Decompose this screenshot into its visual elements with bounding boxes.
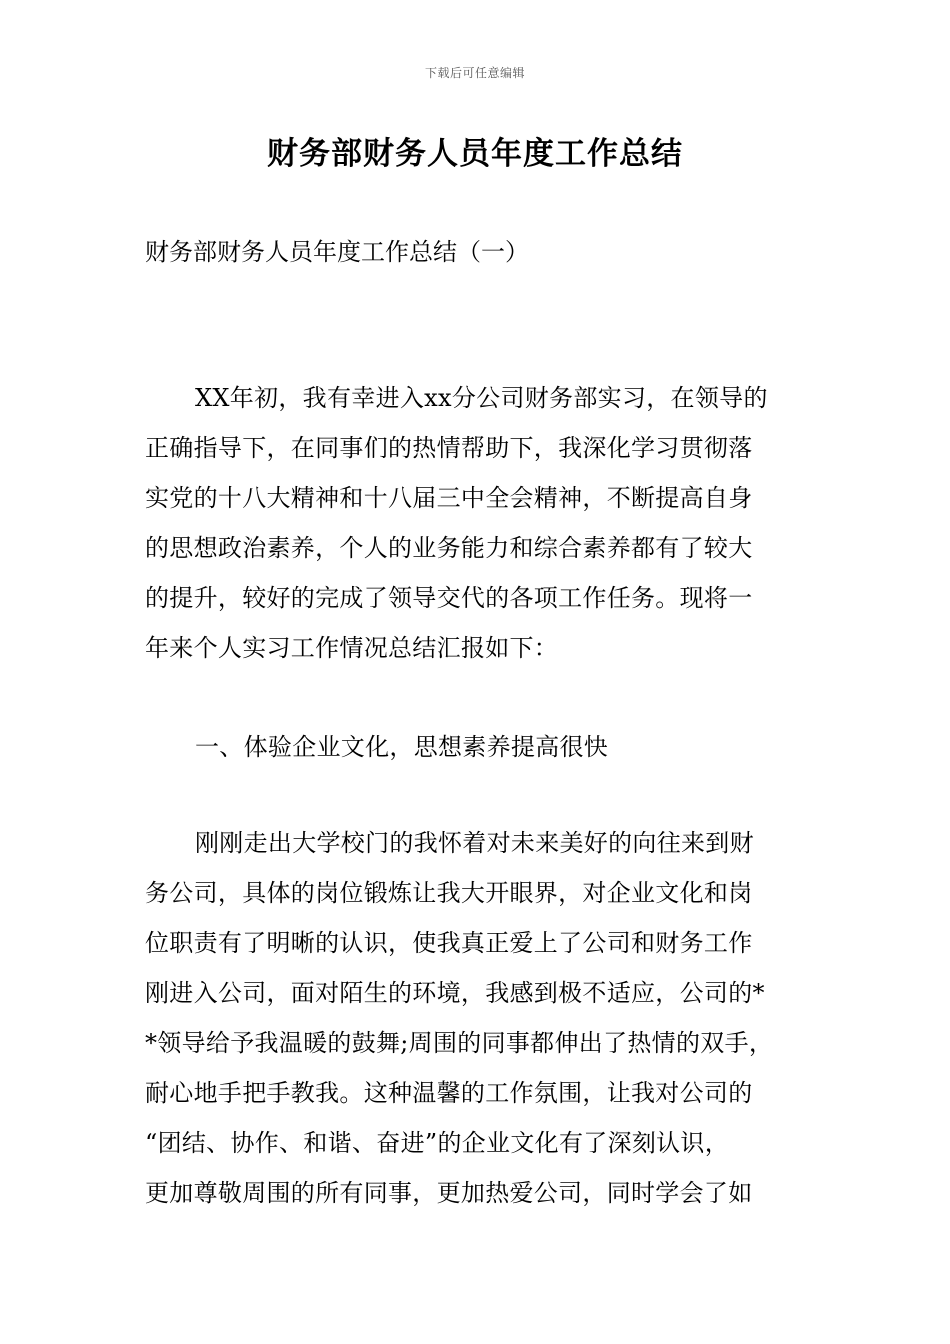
paragraph-2	[145, 818, 815, 1218]
paragraph-1	[145, 373, 815, 673]
paragraph-line: 的思想政治素养，个人的业务能力和综合素养都有了较大	[145, 534, 753, 562]
paragraph-line: 的提升，较好的完成了领导交代的各项工作任务。现将一	[145, 584, 753, 612]
document-subtitle: 财务部财务人员年度工作总结（一）	[145, 238, 529, 266]
paragraph-line: 务公司，具体的岗位锻炼让我大开眼界，对企业文化和岗	[145, 879, 753, 907]
paragraph-line: 年来个人实习工作情况总结汇报如下：	[145, 634, 559, 662]
paragraph-line: 正确指导下，在同事们的热情帮助下，我深化学习贯彻落	[145, 434, 753, 462]
paragraph-line: 刚刚走出大学校门的我怀着对未来美好的向往来到财	[195, 829, 754, 857]
paragraph-line: 实党的十八大精神和十八届三中全会精神，不断提高自身	[145, 484, 753, 512]
paragraph-line: *领导给予我温暖的鼓舞;周围的同事都伸出了热情的双手，	[145, 1029, 774, 1057]
paragraph-line: “团结、协作、和谐、奋进”的企业文化有了深刻认识，	[145, 1129, 730, 1157]
section-heading-1	[145, 722, 815, 772]
paragraph-line: 刚进入公司，面对陌生的环境，我感到极不适应，公司的*	[145, 979, 765, 1007]
paragraph-line: 位职责有了明晰的认识，使我真正爱上了公司和财务工作	[145, 929, 753, 957]
paragraph-line: 更加尊敬周围的所有同事，更加热爱公司，同时学会了如	[145, 1179, 753, 1207]
section-heading-text: 一、体验企业文化，思想素养提高很快	[195, 733, 609, 761]
document-title: 财务部财务人员年度工作总结	[267, 136, 683, 172]
paragraph-line: 耐心地手把手教我。这种温馨的工作氛围，让我对公司的	[145, 1079, 753, 1107]
download-note: 下载后可任意编辑	[424, 66, 525, 80]
paragraph-line: XX年初，我有幸进入xx分公司财务部实习，在领导的	[195, 384, 768, 412]
